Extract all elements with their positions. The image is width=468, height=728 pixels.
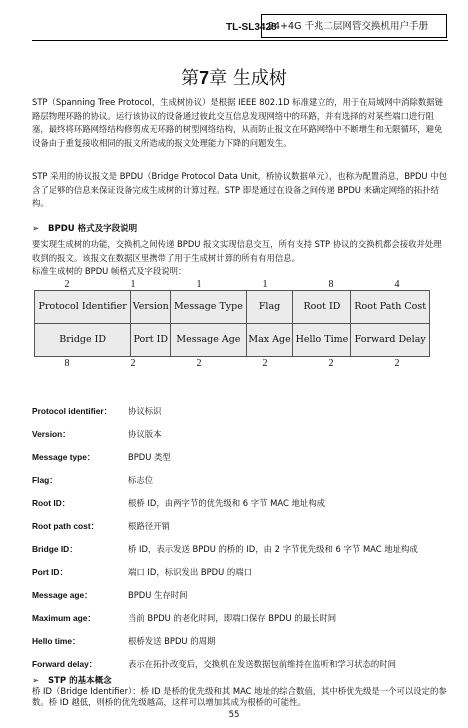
size-label: 2	[262, 358, 268, 369]
bpdu-cell: Port ID	[131, 324, 171, 357]
bpdu-cell: Protocol Identifier	[35, 291, 131, 324]
bpdu-cell: Bridge ID	[35, 324, 131, 357]
bpdu-exchange-paragraph: 要实现生成树的功能，交换机之间传递 BPDU 报文实现信息交互，所有支持 STP 协议的交换机都会接收并处理收到的报文。该报文在数据区里携带了用于生成树计算的所有有用信息。	[32, 239, 442, 263]
size-label: 2	[328, 358, 334, 369]
field-desc: 根路径开销	[128, 521, 170, 531]
chapter-number: 7	[199, 68, 210, 88]
bridge-id-paragraph: 桥 ID（Bridge Identifier）：桥 ID 是桥的优先级和其 MAC 地址的综合数值，其中桥优先级是一个可以设定的参数。桥 ID 越低，则桥的优先级越高，这样可以增加其成为根桥的可能性。	[32, 686, 447, 707]
bullet-icon: ➢	[32, 224, 40, 234]
size-label: 2	[130, 358, 136, 369]
field-desc: BPDU 生存时间	[128, 590, 188, 600]
field-desc: 当前 BPDU 的老化时间，即端口保存 BPDU 的最长时间	[128, 613, 337, 623]
field-desc: 桥 ID，表示发送 BPDU 的桥的 ID，由 2 字节优先级和 6 字节 MAC 地址构成	[128, 544, 418, 554]
bpdu-cell: Max Age	[246, 324, 293, 357]
field-name: Forward delay：	[32, 659, 98, 669]
size-label: 1	[262, 279, 268, 290]
field-name: Hello time：	[32, 636, 81, 646]
bpdu-cell: Forward Delay	[351, 324, 430, 357]
chapter-title	[0, 64, 468, 90]
field-desc: 表示在拓扑改变后，交换机在发送数据包前维持在监听和学习状态的时间	[128, 659, 396, 669]
section-bpdu-format	[32, 222, 137, 234]
field-desc: 协议版本	[128, 429, 162, 439]
bullet-icon: ➢	[32, 676, 40, 686]
bpdu-frame-caption: 标准生成树的 BPDU 帧格式及字段说明：	[32, 266, 187, 276]
page-header	[0, 12, 468, 42]
field-desc: 根桥 ID，由两字节的优先级和 6 字节 MAC 地址构成	[128, 498, 325, 508]
field-desc: 根桥发送 BPDU 的周期	[128, 636, 216, 646]
size-label: 2	[394, 358, 400, 369]
table-row	[35, 324, 430, 357]
bpdu-cell: Flag	[246, 291, 293, 324]
field-name: Bridge ID：	[32, 544, 78, 554]
bpdu-cell: Message Type	[171, 291, 246, 324]
size-label: 8	[64, 358, 70, 369]
section-title: STP 的基本概念	[48, 676, 112, 686]
header-model: TL-SL3428	[226, 22, 277, 33]
field-name: Message type：	[32, 452, 96, 462]
size-label: 1	[130, 279, 136, 290]
bpdu-paragraph: STP 采用的协议报文是 BPDU（Bridge Protocol Data Unit，桥协议数据单元），也称为配置消息，BPDU 中包含了足够的信息来保证设备完成生成树的计算过程。STP 即是通过在设备之间传递 BPDU 来确定网络的拓扑结构。	[32, 171, 447, 208]
size-label: 8	[328, 279, 334, 290]
bpdu-bottom-sizes	[34, 358, 430, 370]
section-stp-concepts	[32, 674, 112, 686]
field-name: Maximum age：	[32, 613, 96, 623]
header-rule	[32, 40, 448, 41]
section-title: BPDU 格式及字段说明	[48, 224, 138, 234]
field-name: Version：	[32, 429, 71, 439]
field-desc: BPDU 类型	[128, 452, 171, 462]
bpdu-cell: Version	[131, 291, 171, 324]
header-manual-title: 24+4G 千兆二层网管交换机用户手册	[261, 14, 447, 38]
size-label: 4	[394, 279, 400, 290]
chapter-prefix: 第	[181, 68, 200, 89]
field-name: Root ID：	[32, 498, 71, 508]
bpdu-cell: Root ID	[293, 291, 351, 324]
field-name: Protocol identifier：	[32, 406, 113, 416]
bpdu-cell: Message Age	[171, 324, 246, 357]
field-name: Root path cost：	[32, 521, 99, 531]
bpdu-format-table	[34, 290, 430, 357]
size-label: 1	[196, 279, 202, 290]
chapter-name: 章 生成树	[209, 68, 287, 89]
intro-paragraph: STP（Spanning Tree Protocol，生成树协议）是根据 IEEE 802.1D 标准建立的，用于在局域网中消除数据链路层物理环路的协议。运行该协议的设备通过彼此交互信息发现网络中的环路，并有选择的对某些端口进行阻塞，最终将环路网络结构修剪成无环路的树型网络结构，从而防止报文在环路网络中不断增生和无限循环，避免设备由于重复接收相同的报文所造成的报文处理能力下降的问题发生。	[32, 97, 443, 148]
field-desc: 标志位	[128, 475, 154, 485]
page-number: 55	[228, 710, 240, 720]
bpdu-cell: Root Path Cost	[351, 291, 430, 324]
field-name: Flag：	[32, 475, 58, 485]
field-name: Message age：	[32, 590, 93, 600]
size-label: 2	[196, 358, 202, 369]
size-label: 2	[64, 279, 70, 290]
bpdu-cell: Hello Time	[293, 324, 351, 357]
field-desc: 协议标识	[128, 406, 162, 416]
table-row	[35, 291, 430, 324]
field-name: Port ID：	[32, 567, 68, 577]
field-desc: 端口 ID，标识发出 BPDU 的端口	[128, 567, 253, 577]
